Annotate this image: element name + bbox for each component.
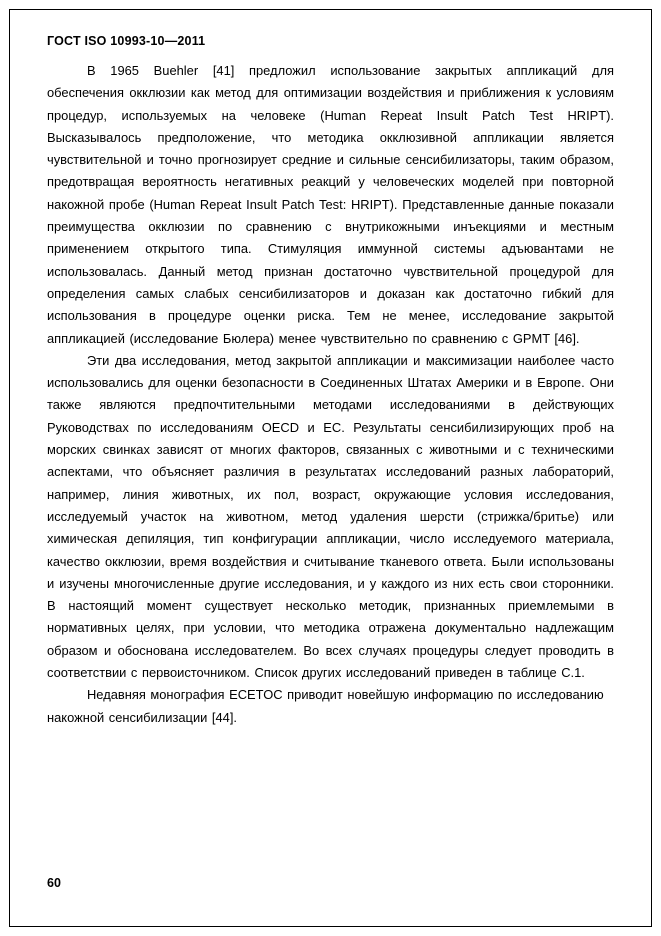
page-number: 60 — [47, 876, 61, 890]
paragraph-1: В 1965 Buehler [41] предложил использование закрытых аппликаций для обеспечения окклюзии как метод для оптимизации воздействия и приближения к условиям процедур, используемых на человеке (Human Repeat Insult Patch Test HRIPT). Высказывалось предположение, что методика окклюзивной аппликации является чувствительной и точно прогнозирует средние и сильные сенсибилизаторы, таким образом, предотвращая вероятность негативных реакций у человеческих моделей при повторной накожной пробе (Human Repeat Insult Patch Test: HRIPT). Представленные данные показали преимущества окклюзии по сравнению с внутрикожными инъекциями и местным применением открытого типа. Стимуляция иммунной системы адъювантами не использовалась. Данный метод признан достаточно чувствительной процедурой для определения самых слабых сенсибилизаторов и доказан как достаточно гибкий для использования в процедуре оценки риска. Тем не менее, исследование закрытой аппликацией (исследование Бюлера) менее чувствительно по сравнению с GPMT [46]. — [47, 63, 614, 346]
paragraph-3: Недавняя монография ECETOC приводит новейшую информацию по исследованию накожной сенсибилизации [44]. — [47, 687, 604, 725]
document-header: ГОСТ ISO 10993-10—2011 — [47, 34, 206, 48]
page-content — [47, 31, 614, 729]
paragraph-2: Эти два исследования, метод закрытой аппликации и максимизации наиболее часто использовались для оценки безопасности в Соединенных Штатах Америки и в Европе. Они также являются предпочтительными методами исследованиями в действующих Руководствах по исследованиям OECD и ЕС. Результаты сенсибилизирующих проб на морских свинках зависят от многих факторов, связанных с животными и с техническими аспектами, что объясняет различия в результатах исследований разных лабораторий, например, линия животных, их пол, возраст, окружающие условия исследования, исследуемый участок на животном, метод удаления шерсти (стрижка/бритье) или химическая депиляция, тип конфигурации аппликации, число исследуемого материала, качество окклюзии, время воздействия и считывание тканевого ответа. Были использованы и изучены многочисленные другие исследования, и у каждого из них есть свои сторонники. В настоящий момент существует несколько методик, признанных приемлемыми в нормативных целях, при условии, что методика отражена документально надлежащим образом и обоснована исследователем. Во всех случаях процедуры следует проводить в соответствии с первоисточником. Список других исследований приведен в таблице С.1. — [47, 352, 614, 681]
